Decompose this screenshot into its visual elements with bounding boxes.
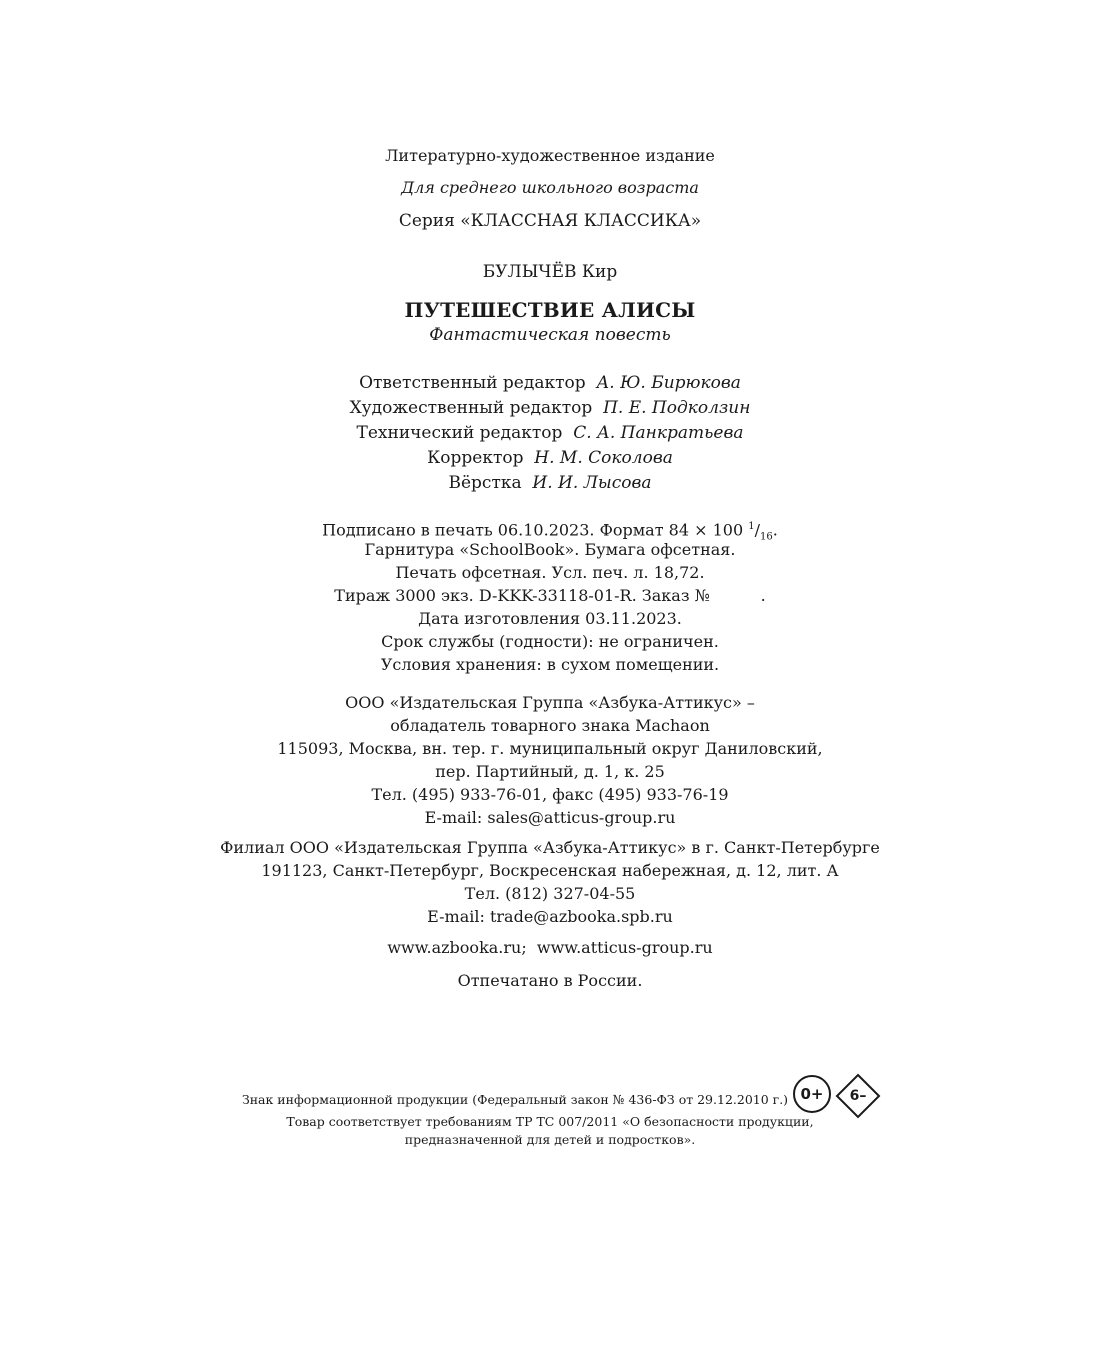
publisher-address: пер. Партийный, д. 1, к. 25 xyxy=(435,762,665,781)
age-rating-circle-icon: 0+ xyxy=(793,1075,831,1113)
age-group: Для среднего школьного возраста xyxy=(401,178,699,197)
compliance-notice: предназначенной для детей и подростков». xyxy=(404,1132,696,1147)
editor-name: С. А. Панкратьева xyxy=(573,423,744,443)
publisher-name: ООО «Издательская Группа «Азбука-Аттикус» – xyxy=(345,693,755,712)
manufacture-date: Дата изготовления 03.11.2023. xyxy=(418,609,682,628)
publisher-email: E-mail: sales@atticus-group.ru xyxy=(424,808,676,827)
typeface-paper: Гарнитура «SchoolBook». Бумага офсетная. xyxy=(364,540,736,559)
compliance-notice: Товар соответствует требованиям ТР ТС 007/2011 «О безопасности продукции, xyxy=(286,1114,814,1129)
editor-role: Вёрстка xyxy=(448,473,522,493)
publisher-phone: Тел. (495) 933-76-01, факс (495) 933-76-19 xyxy=(371,785,729,804)
editor-name: А. Ю. Бирюкова xyxy=(596,373,741,393)
editor-row xyxy=(0,447,1100,469)
editor-row xyxy=(0,472,1100,494)
editor-role: Художественный редактор xyxy=(349,398,593,418)
editor-role: Корректор xyxy=(427,448,524,468)
print-run: Тираж 3000 экз. D-KKK-33118-01-R. Заказ № . xyxy=(334,586,766,605)
branch-email: E-mail: trade@azbooka.spb.ru xyxy=(427,907,673,926)
storage-conditions: Условия хранения: в сухом помещении. xyxy=(380,655,720,674)
editor-row xyxy=(0,397,1100,419)
author: БУЛЫЧЁВ Кир xyxy=(482,262,618,282)
branch-name: Филиал ООО «Издательская Группа «Азбука-Аттикус» в г. Санкт-Петербурге xyxy=(220,838,880,857)
publisher-address: 115093, Москва, вн. тер. г. муниципальный округ Даниловский, xyxy=(277,739,823,758)
book-title: ПУТЕШЕСТВИЕ АЛИСЫ xyxy=(404,298,696,322)
info-sign-notice: Знак информационной продукции (Федеральный закон № 436-ФЗ от 29.12.2010 г.) xyxy=(241,1092,789,1107)
branch-address: 191123, Санкт-Петербург, Воскресенская набережная, д. 12, лит. А xyxy=(261,861,839,880)
age-rating-diamond-label: 6– xyxy=(849,1088,867,1104)
age-rating-badges xyxy=(793,1073,893,1119)
book-genre: Фантастическая повесть xyxy=(429,325,671,345)
editor-name: Н. М. Соколова xyxy=(534,448,673,468)
shelf-life: Срок службы (годности): не ограничен. xyxy=(381,632,719,651)
websites: www.azbooka.ru; www.atticus-group.ru xyxy=(387,938,713,957)
signed-for-print: Подписано в печать 06.10.2023. Формат 84 × 100 $^1/_{16}$. xyxy=(322,520,778,543)
age-rating-diamond-icon xyxy=(835,1073,881,1119)
edition-type: Литературно-художественное издание xyxy=(385,146,715,165)
printed-in: Отпечатано в России. xyxy=(457,971,643,990)
editor-name: И. И. Лысова xyxy=(532,473,652,493)
branch-phone: Тел. (812) 327-04-55 xyxy=(464,884,636,903)
printing-sheets: Печать офсетная. Усл. печ. л. 18,72. xyxy=(395,563,705,582)
publisher-trademark: обладатель товарного знака Machaon xyxy=(390,716,710,735)
editor-name: П. Е. Подколзин xyxy=(603,398,751,418)
editor-row xyxy=(0,422,1100,444)
editor-role: Ответственный редактор xyxy=(359,373,586,393)
series-name: Серия «КЛАССНАЯ КЛАССИКА» xyxy=(398,211,702,231)
editor-row xyxy=(0,372,1100,394)
editor-role: Технический редактор xyxy=(356,423,563,443)
